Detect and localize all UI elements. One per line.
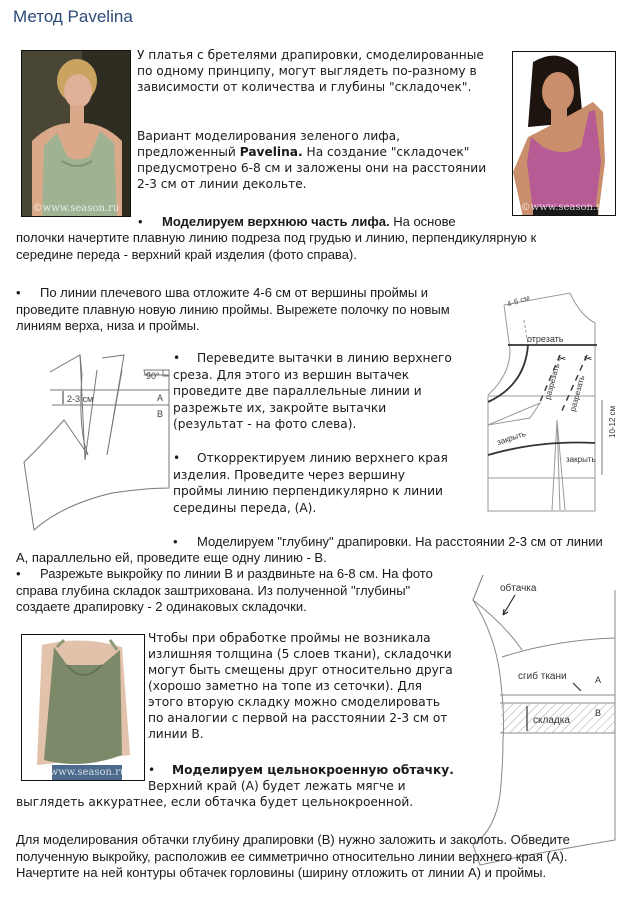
dart-1 <box>80 355 97 460</box>
bullet: • <box>173 534 178 549</box>
step-text: Верхний край (А) будет лежать мягче и <box>148 779 406 793</box>
step-facing-line2 <box>16 794 413 810</box>
bullet: • <box>148 763 156 777</box>
diagram-darts <box>22 350 172 535</box>
label-pleat: складка <box>533 715 570 726</box>
step-bold: Моделируем цельнокроенную обтачку. <box>172 763 454 777</box>
step-text: Откорректируем линию верхнего края изделия. Проведите через вершину проймы линию перпендикулярно к линии середины переда, (А). <box>173 451 448 515</box>
bullet: • <box>138 214 143 229</box>
scissors-icon: ✂ <box>584 354 593 365</box>
bullet: • <box>173 451 181 465</box>
green-dress-illustration <box>22 51 131 217</box>
step-depth-text <box>16 550 327 566</box>
pavelina-paragraph <box>137 128 502 192</box>
watermark: ©www.season.ru <box>32 203 120 214</box>
facing-paragraph <box>16 832 606 882</box>
bullet: • <box>16 285 21 300</box>
step-transfer-darts <box>173 350 458 433</box>
step-facing-line1 <box>148 778 406 794</box>
diagram-cut <box>470 290 620 520</box>
step-text: Разрежьте выкройку по линии В и раздвиньте на 6-8 см. На фото справа глубина складок заштрихована. Из полученной "глубины" создаете драпировку - 2 одинаковых складочки. <box>16 566 433 614</box>
label-facing: обтачка <box>500 583 537 594</box>
intro-text: У платья с бретелями драпировки, смоделированные по одному принципу, могут выглядеть по-разному в зависимости от количества и глубины "складочек". <box>137 48 484 94</box>
watermark: ©www.season.ru <box>520 202 608 213</box>
step-text: полочки начертите плавную линию подреза под грудью и линию, перпендикулярную к середине переда - верхний край изделия (фото справа). <box>16 230 537 262</box>
dart-center <box>144 370 169 488</box>
facing-text: Для моделирования обтачки глубину драпировки (В) нужно заложить и заколоть. Обведите полученную выкройку, расположив ее симметрично относительно линии верхнего края (А). Начертите на ней контуры обтачек горловины (ширину отложить от линии А) и проймы. <box>16 832 570 880</box>
pavelina-text-b: На создание "складочек" предусмотрено 6-8 см и заложены они на расстоянии 2-3 см от линии декольте. <box>137 145 487 191</box>
step-text: выглядеть аккуратнее, если обтачка будет цельнокроенной. <box>16 795 414 809</box>
bullet: • <box>16 566 21 581</box>
step-armhole <box>16 285 456 335</box>
label-b: В <box>157 409 164 419</box>
pavelina-text-a: Вариант моделирования зеленого лифа, предложенный <box>137 129 401 159</box>
diagram-facing <box>465 565 625 870</box>
step-depth-heading <box>173 534 603 550</box>
mesh-top-illustration <box>22 635 145 781</box>
label-depth: 10-12 см <box>608 405 617 438</box>
step-text: На основе <box>389 214 456 229</box>
label-angle: 90° <box>146 371 160 381</box>
page-title: Метод Pavelina <box>13 7 133 26</box>
step-correct-edge <box>173 450 458 516</box>
scissors-icon: ✂ <box>558 354 567 365</box>
bullet: • <box>173 351 181 365</box>
step-text: Переведите вытачки в линию верхнего среза. Для этого из вершин вытачек проведите две параллельные линии и разрежьте их, закройте вытачки (результат - на фото слева). <box>173 351 452 431</box>
label-close-1: закрыть <box>495 429 527 447</box>
offset-pleats-paragraph <box>148 630 458 742</box>
label-slash-1: разрезать <box>543 362 562 401</box>
step-upper-bodice-heading <box>138 214 456 230</box>
label-close-2: закрыть <box>566 455 596 464</box>
pavelina-name: Pavelina. <box>239 145 303 159</box>
darts-outline <box>24 355 169 530</box>
label-shoulder: 4-6 см <box>505 293 531 309</box>
step-text: По линии плечевого шва отложите 4-6 см от вершины проймы и проведите плавную новую линию проймы. Вырежете полочку по новым линиям верха, низа и проймы. <box>16 285 450 333</box>
step-facing-heading <box>148 762 454 778</box>
step-text: А, параллельно ей, проведите еще одну линию - В. <box>16 550 327 565</box>
label-slash-2: разрезать <box>568 374 587 413</box>
step-text: Моделируем "глубину" драпировки. На расстоянии 2-3 см от линии <box>197 534 603 549</box>
watermark: ©www.season.ru <box>39 767 127 778</box>
label-b: В <box>595 708 602 718</box>
offset-text: Чтобы при обработке проймы не возникала излишняя толщина (5 слоев ткани), складочки могут быть смещены друг относительно друга (хорошо заметно на топе из сеточки). Для этого вторую складку можно смоделировать по аналогии с первой на расстоянии 2-3 см от линии В. <box>148 631 453 741</box>
label-cut-off: отрезать <box>527 334 564 344</box>
step-spread <box>16 566 456 616</box>
label-a: А <box>157 393 164 403</box>
photo-pink-top <box>512 51 616 216</box>
intro-paragraph <box>137 47 502 95</box>
step-upper-bodice-text <box>16 230 576 263</box>
photo-mesh-top <box>21 634 145 781</box>
photo-green-dress <box>21 50 131 217</box>
label-a: А <box>595 675 602 685</box>
pink-top-illustration <box>513 52 616 216</box>
label-distance: 2-3 см <box>67 394 94 404</box>
step-bold: Моделируем верхнюю часть лифа. <box>162 214 390 229</box>
label-fold: сгиб ткани <box>518 671 567 682</box>
